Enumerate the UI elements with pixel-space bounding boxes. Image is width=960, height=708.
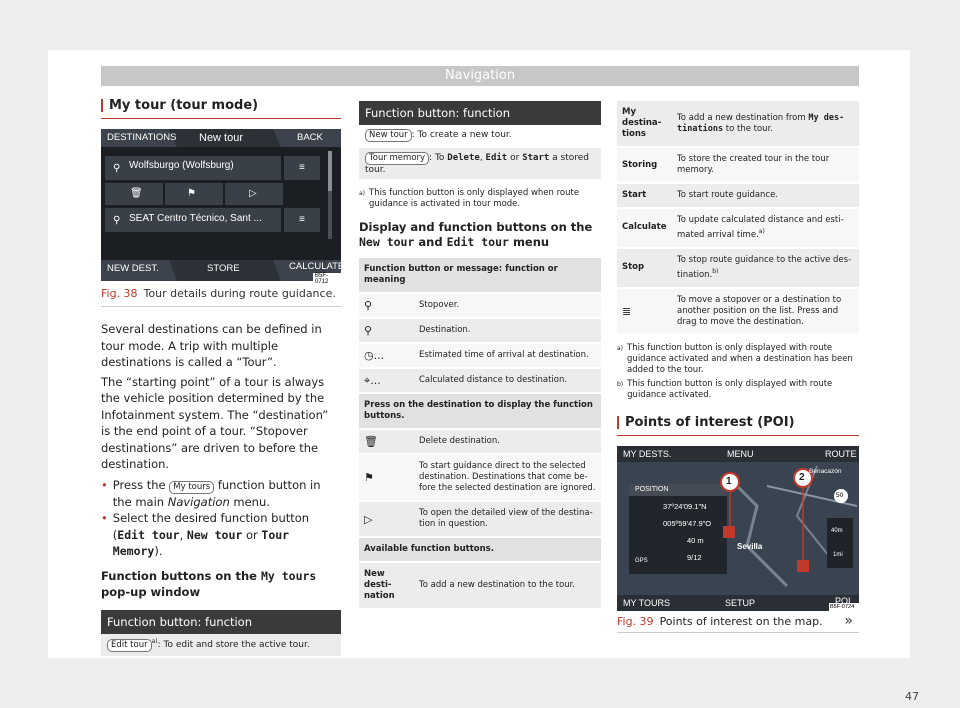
- new-tour-key: New tour: [365, 129, 412, 142]
- section-title-poi: Points of interest (POI): [617, 415, 859, 436]
- trash-icon: 🗑: [364, 435, 378, 448]
- body-text: [101, 321, 341, 600]
- scale-label: 40m: [831, 527, 843, 534]
- text: Start: [522, 153, 550, 163]
- tour-memory-key: Tour memory: [365, 152, 429, 165]
- table-row: [617, 101, 859, 147]
- figure-caption: [101, 287, 341, 307]
- figure-caption-text: Tour details during route guidance.: [143, 287, 336, 300]
- text: ).: [154, 544, 163, 558]
- table-row: Tour memory : To Delete, Edit or Start a stored tour.: [359, 148, 601, 181]
- table-cell: Start: [622, 190, 647, 200]
- section-title-my-tour: My tour (tour mode): [101, 98, 341, 119]
- store-button[interactable]: STORE: [207, 263, 240, 274]
- tour-item-1[interactable]: Wolfsburgo (Wolfsburg): [129, 160, 234, 171]
- reorder-icon[interactable]: ≡: [299, 162, 305, 173]
- bullet-icon: •: [101, 511, 108, 525]
- figure-caption-text: Points of interest on the map.: [659, 614, 823, 628]
- bullet-text: [113, 510, 341, 560]
- table-row: [617, 147, 859, 183]
- table-header: Function button: function: [359, 101, 601, 125]
- figure-number: Fig. 38: [101, 287, 138, 300]
- table-cell: To store the created tour in the tour memory.: [677, 154, 830, 175]
- text: This function button is only displayed when route guidance is activated in tour mode.: [369, 188, 580, 209]
- table-cell: Stop: [622, 262, 645, 273]
- table-row: [617, 183, 859, 208]
- my-tours-key: My tours: [169, 481, 214, 494]
- bullet-icon: •: [101, 477, 108, 492]
- footnote-ref: b): [712, 267, 719, 275]
- table-row: [359, 393, 601, 429]
- tour-item-2[interactable]: SEAT Centro Técnico, Sant ...: [129, 213, 262, 224]
- details-icon[interactable]: ▷: [249, 188, 257, 199]
- back-button[interactable]: BACK: [297, 132, 323, 143]
- paragraph: Several destinations can be defined in tour mode. A trip with multiple destinations is called a “Tour”.: [101, 322, 322, 369]
- table-cell: To start guidance direct to the selected destination. Destinations that come before the selected destination are ignored.: [419, 461, 596, 493]
- text: or: [510, 153, 520, 163]
- footnote-ref: a): [758, 228, 765, 235]
- destination-icon: ⚲: [364, 324, 373, 337]
- text: ,: [179, 527, 184, 542]
- figure-code: B5F-0712: [315, 273, 329, 285]
- table-row: [617, 208, 859, 248]
- table-cell: To open the detailed view of the destination in question.: [419, 508, 593, 529]
- text: Edit tour: [446, 235, 509, 249]
- table-cell: Stopover.: [419, 300, 460, 310]
- text: Select the desired function button (: [112, 511, 310, 542]
- table-cell: [672, 101, 859, 147]
- table-cell: [672, 208, 859, 248]
- tour-screen-figure: [101, 129, 345, 285]
- drag-handle-icon: ≣: [622, 304, 632, 318]
- footnote: [359, 188, 601, 210]
- table-row: [617, 248, 859, 288]
- setup-button[interactable]: SETUP: [725, 597, 756, 608]
- subheading: [359, 220, 601, 250]
- tour-screen-graphics: [101, 129, 341, 281]
- text: My tours: [260, 568, 317, 583]
- text: This function button is only displayed with route guidance activated.: [627, 378, 833, 400]
- position-label: POSITION: [635, 485, 669, 493]
- page-number: 47: [905, 690, 919, 703]
- figure-number: Fig. 39: [617, 614, 654, 628]
- column-left: [101, 98, 345, 658]
- table-row: [359, 537, 601, 562]
- text: a stored tour.: [365, 153, 590, 175]
- footnote-ref: a): [359, 190, 366, 197]
- city-label: Sevilla: [737, 541, 763, 551]
- footnote-ref: a): [617, 344, 624, 352]
- table-cell: To move a stopover or a destination to another position on the list. Press and drag to move the destination.: [677, 294, 842, 327]
- my-tours-button[interactable]: MY TOURS: [623, 597, 671, 608]
- table-cell: Available function buttons.: [359, 537, 601, 562]
- column-middle: [359, 98, 601, 610]
- text: To stop route guidance to the active destination.: [677, 254, 852, 280]
- stopover-icon: ⚲: [364, 299, 373, 312]
- text: ...: [373, 349, 385, 362]
- table-row: [359, 454, 601, 501]
- table-header: Function button: function: [101, 610, 341, 634]
- text: : To create a new tour.: [411, 130, 512, 140]
- clock-icon: ◷...: [364, 349, 385, 362]
- table-row: [359, 318, 601, 343]
- delete-icon[interactable]: 🗑: [130, 188, 143, 199]
- text: My destinations: [677, 112, 845, 134]
- satellites: 9/12: [687, 552, 702, 562]
- function-table-continued: [617, 101, 859, 336]
- text: Edit tour: [117, 527, 180, 542]
- reorder-icon[interactable]: ≡: [299, 214, 305, 225]
- route-button[interactable]: ROUTE: [825, 448, 857, 459]
- my-dests-button[interactable]: MY DESTS.: [623, 448, 672, 459]
- table-row: [617, 288, 859, 335]
- table-cell: To start route guidance.: [677, 190, 779, 200]
- table-cell: New destination: [364, 569, 395, 601]
- longitude: 005º59'47.9"O: [663, 518, 712, 528]
- guide-direct-icon[interactable]: ⚑: [187, 188, 196, 199]
- text: Navigation: [167, 494, 230, 509]
- table-cell: Calculated distance to destination.: [419, 375, 568, 385]
- table-row: [359, 343, 601, 368]
- text: menu.: [233, 494, 270, 509]
- table-cell: Destination.: [419, 325, 471, 335]
- text: Tour Memory: [112, 527, 290, 558]
- flag-icon: ⚑: [364, 471, 374, 484]
- gps-label: GPS: [635, 557, 648, 564]
- footnote-ref: b): [617, 380, 624, 388]
- paragraph: The “starting point” of a tour is always the vehicle position determined by the Infotainment system. The “destination” is the end point of a tour. “Stopover destinations” are driven to before the destination.: [101, 374, 329, 471]
- poi-map-figure: [617, 446, 859, 611]
- destinations-button[interactable]: DESTINATIONS: [107, 132, 177, 143]
- city-label: Benacazón: [809, 467, 842, 475]
- table-row: [359, 368, 601, 393]
- footnote: [617, 343, 859, 376]
- text: : To edit and store the active tour.: [157, 639, 310, 650]
- subheading: [101, 568, 341, 600]
- text: ...: [370, 374, 381, 387]
- text: To update calculated distance and estimated arrival time.: [677, 215, 844, 240]
- table-row: [101, 634, 341, 658]
- scale-label: 1mi: [833, 551, 843, 558]
- table-cell: Estimated time of arrival at destination.: [419, 350, 589, 360]
- chapter-header: Navigation: [101, 66, 859, 86]
- table-row: [359, 125, 601, 148]
- new-destination-button[interactable]: NEW DEST.: [107, 263, 159, 274]
- continue-arrow-icon: »: [844, 613, 853, 630]
- altitude: 40 m: [687, 535, 704, 545]
- footnote-ref: a): [151, 637, 158, 645]
- table-row: [359, 562, 601, 609]
- table-cell: Press on the destination to display the function buttons.: [359, 393, 601, 429]
- play-icon: ▷: [364, 512, 373, 526]
- table-cell: Delete destination.: [419, 436, 500, 446]
- text: New tour: [186, 527, 243, 542]
- table-cell: Calculate: [622, 222, 667, 233]
- marker-2: 2: [799, 471, 805, 483]
- calculate-button[interactable]: CALCULATE: [289, 261, 345, 272]
- text: and: [418, 235, 443, 249]
- bullet-text: [113, 477, 341, 511]
- bullet-item: [101, 510, 341, 560]
- poi-button[interactable]: POI: [835, 595, 851, 606]
- text: : To: [429, 153, 445, 163]
- function-table: [359, 258, 601, 610]
- distance-icon: ⌖...: [364, 374, 381, 387]
- text: Function buttons on the: [101, 568, 257, 583]
- text: Edit: [485, 153, 508, 163]
- text: function button in the main: [112, 477, 321, 509]
- menu-button[interactable]: MENU: [727, 448, 754, 459]
- table-cell: Function button or message: function or meaning: [359, 258, 601, 293]
- table-row: [359, 258, 601, 293]
- speed-limit: 50: [836, 491, 844, 499]
- latitude: 37º24'09.1"N: [663, 501, 707, 511]
- text: to the tour.: [725, 123, 773, 134]
- column-right: [617, 98, 859, 633]
- text: pop-up window: [101, 584, 201, 599]
- table-cell: My destinations: [622, 107, 662, 139]
- table-row: [359, 293, 601, 318]
- text: To add a new destination from: [677, 112, 806, 123]
- table-cell: [672, 248, 859, 288]
- marker-1: 1: [726, 475, 732, 487]
- text: New tour: [359, 235, 415, 249]
- destination-icon: ⚲: [113, 215, 121, 226]
- text: or: [245, 527, 258, 542]
- bullet-item: [101, 477, 341, 511]
- table-cell: Storing: [622, 159, 658, 170]
- screen-title: New tour: [199, 132, 244, 144]
- footnote: [617, 379, 859, 401]
- text: menu: [512, 235, 550, 249]
- text: Delete: [447, 153, 480, 163]
- figure-code: B5F-0724: [830, 603, 855, 610]
- text: This function button is only displayed with route guidance activated and when a destination has been added to the tour.: [627, 342, 853, 375]
- table-cell: To add a new destination to the tour.: [419, 580, 576, 590]
- table-row: [359, 429, 601, 454]
- stopover-icon: ⚲: [113, 163, 121, 174]
- text: Press the: [112, 477, 166, 492]
- text: Display and function buttons on the: [359, 220, 593, 234]
- table-row: [359, 501, 601, 537]
- figure-caption: [617, 615, 859, 633]
- edit-tour-key: Edit tour: [107, 639, 152, 652]
